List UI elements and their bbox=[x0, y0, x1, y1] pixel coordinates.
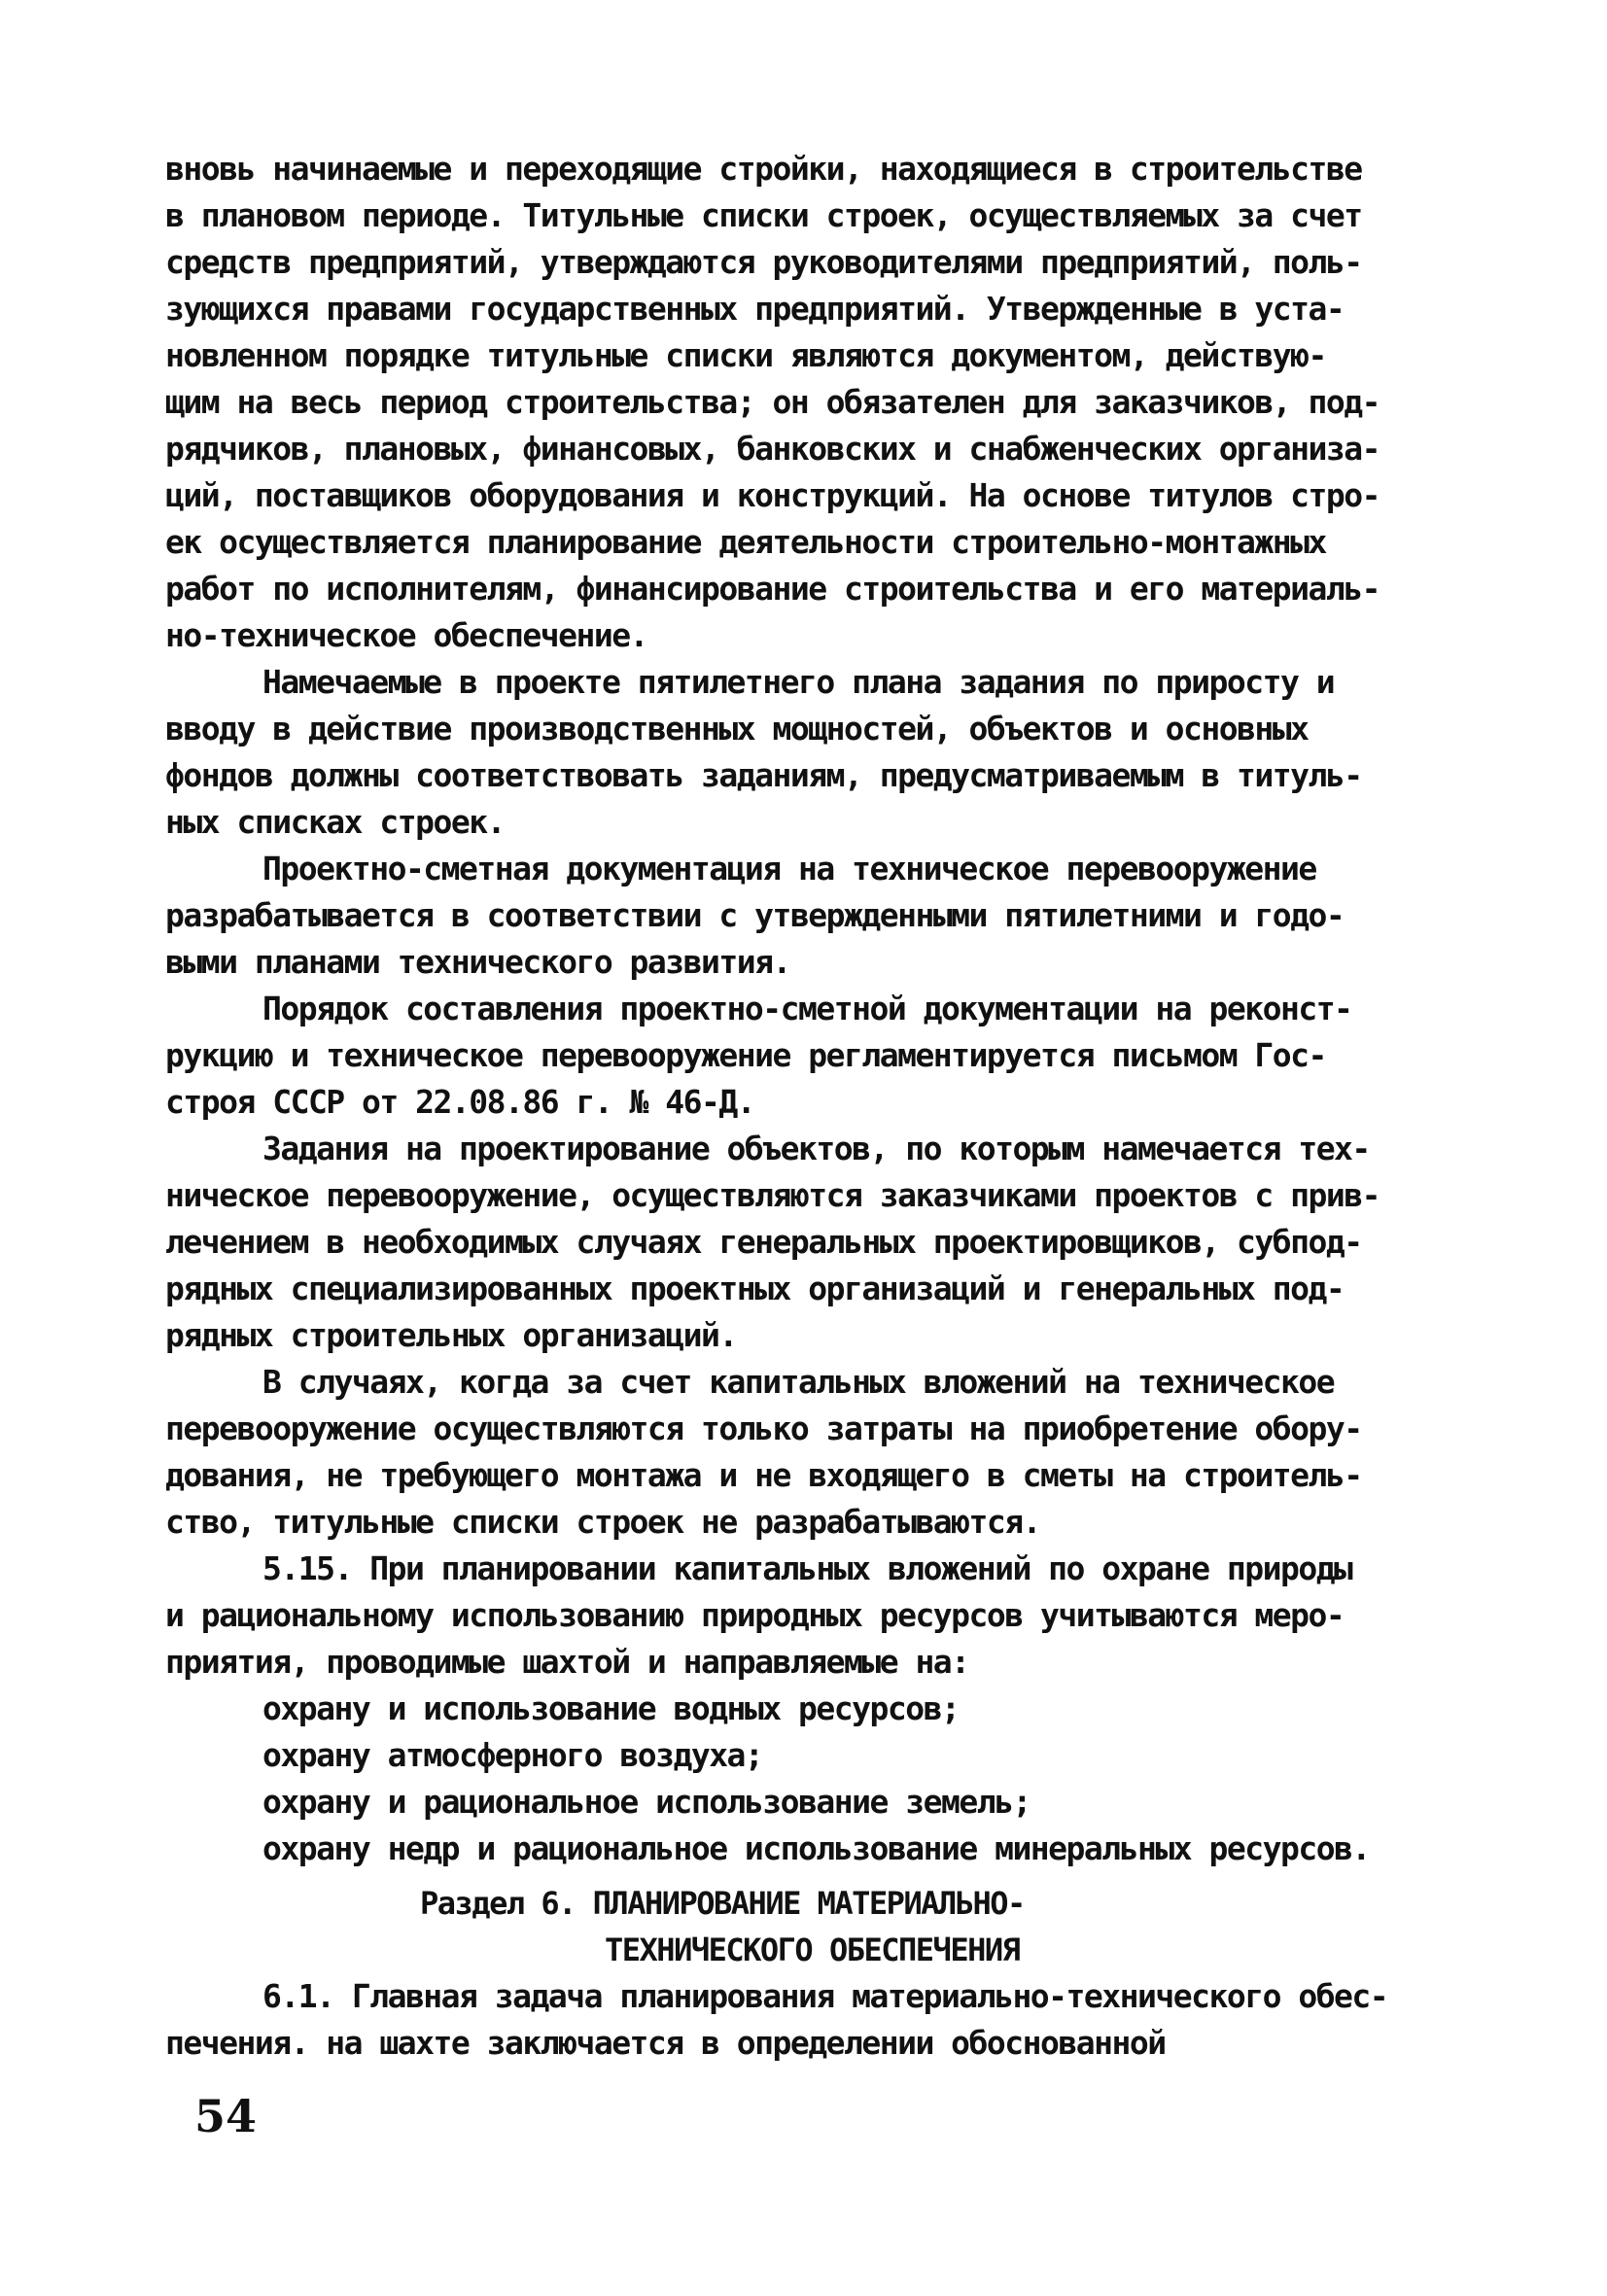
measures-list bbox=[165, 1686, 1468, 1872]
list-item: охрану и рациональное использование земель; bbox=[262, 1783, 1031, 1821]
list-item: охрану атмосферного воздуха; bbox=[262, 1736, 763, 1774]
paragraph-6-1-main-task: 6.1. Главная задача планирования материально-технического обес- печения. на шахте заключается в определении обоснованной bbox=[165, 1977, 1388, 2062]
paragraph-titles-lists: вновь начинаемые и переходящие стройки, находящиеся в строительстве в плановом периоде. Титульные списки строек, осуществляемых за счет средств предприятий, утверждаются руководителями предприятий, поль- зующихся правами государственных предприятий. Утвержденные в уста- новленном порядке титульные списки являются документом, действую- щим на весь период строительства; он обязателен для заказчиков, под- рядчиков, плановых, финансовых, банковских и снабженческих организа- ций, поставщиков оборудования и конструкций. На основе титулов стро- ек осуществляется планирование деятельности строительно-монтажных работ по исполнителям, финансирование строительства и его материаль- но-техническое обеспечение. bbox=[165, 150, 1380, 654]
list-item: охрану недр и рациональное использование минеральных ресурсов. bbox=[262, 1829, 1370, 1867]
section-heading bbox=[165, 1880, 1468, 1973]
paragraph-design-documentation: Проектно-сметная документация на техническое перевооружение разрабатывается в соответствии с утвержденными пятилетними и годо- выми планами технического развития. bbox=[165, 850, 1345, 981]
page-number: 54 bbox=[194, 2090, 258, 2142]
paragraph-reconstruction-order: Порядок составления проектно-сметной документации на реконст- рукцию и техническое перевооружение регламентируется письмом Гос- строя СССР от 22.08.86 г. № 46-Д. bbox=[165, 990, 1352, 1121]
paragraph-five-year-plan: Намечаемые в проекте пятилетнего плана задания по приросту и вводу в действие производственных мощностей, объектов и основных фондов должны соответствовать заданиям, предусматриваемым в титуль- ных списках строек. bbox=[165, 663, 1362, 841]
paragraph-design-assignments: Задания на проектирование объектов, по которым намечается тех- ническое перевооружение, осуществляются заказчиками проектов с прив- лечением в необходимых случаях генеральных проектировщиков, субпод- рядных специализированных проектных организаций и генеральных под- рядных строительных организаций. bbox=[165, 1130, 1380, 1354]
list-item: охрану и использование водных ресурсов; bbox=[262, 1689, 960, 1727]
document-body bbox=[165, 146, 1468, 2067]
paragraph-5-15-nature-protection: 5.15. При планировании капитальных вложений по охране природы и рациональному использованию природных ресурсов учитываются меро- приятия, проводимые шахтой и направляемые на: bbox=[165, 1549, 1352, 1681]
section-heading-line-1: Раздел 6. ПЛАНИРОВАНИЕ МАТЕРИАЛЬНО- bbox=[420, 1885, 1025, 1922]
paragraph-equipment-purchase: В случаях, когда за счет капитальных вложений на техническое перевооружение осуществляются только затраты на приобретение обору- дования, не требующего монтажа и не входящего в сметы на строитель- ство, титульные списки строек не разрабатываются. bbox=[165, 1363, 1362, 1541]
section-heading-line-2: ТЕХНИЧЕСКОГО ОБЕСПЕЧЕНИЯ bbox=[605, 1931, 1020, 1968]
